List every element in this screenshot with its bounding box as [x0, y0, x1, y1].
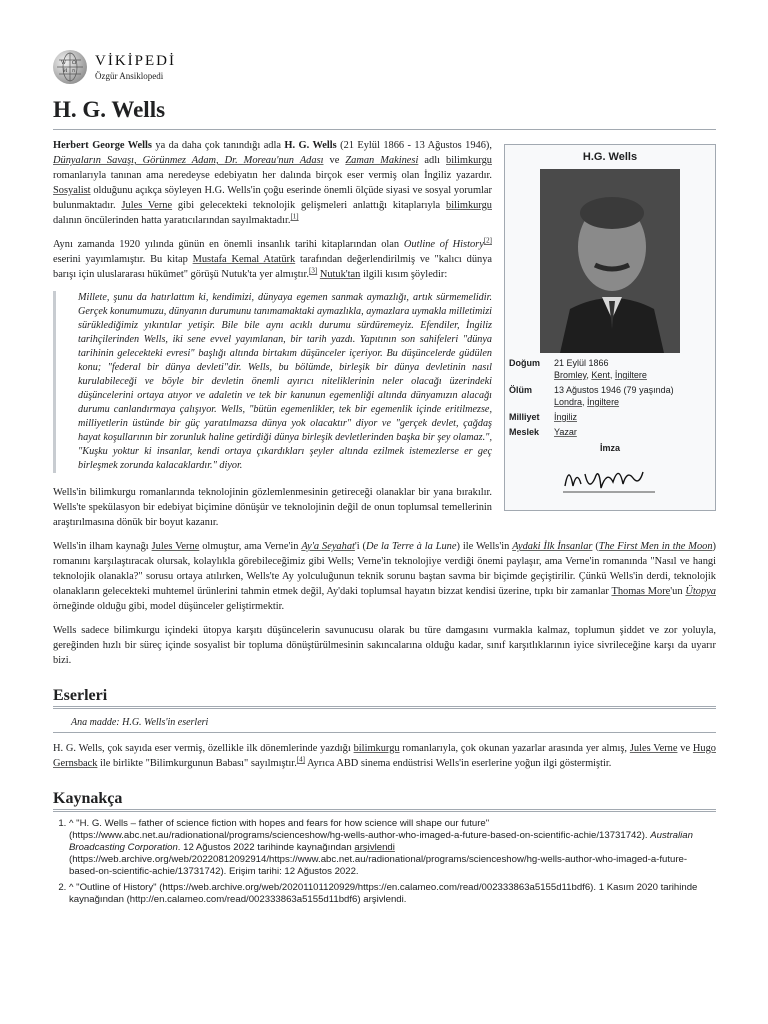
reference-item[interactable]: 2. ^ "Outline of History" (https://web.archive.org/web/20201101120929/https://en.calameo.com/read/002333863a5155d11bdf6). 1 Kasım 2020 tarihinde kaynağından (http://en.calameo.com/read/002333863a5155d11bdf6) arşivlendi. — [69, 882, 716, 906]
svg-text:И: И — [63, 68, 68, 74]
site-name: VİKİPEDİ — [95, 52, 176, 69]
link-yazar[interactable]: Yazar — [554, 427, 577, 437]
svg-text:Ω: Ω — [72, 60, 77, 66]
link-aydaki-ilk-insanlar[interactable]: Aydaki İlk İnsanlar — [512, 541, 593, 552]
link-ingiltere-2[interactable]: İngiltere — [587, 397, 620, 407]
infobox — [504, 144, 716, 511]
link-jules-verne-3[interactable]: Jules Verne — [629, 743, 678, 754]
link-zaman-makinesi[interactable]: Zaman Makinesi — [345, 155, 419, 166]
infobox-row-nationality: Milliyet İngiliz — [509, 412, 578, 422]
wikipedia-globe-icon — [53, 50, 87, 84]
link-ingiltere[interactable]: İngiltere — [614, 370, 647, 380]
link-works[interactable]: Dünyaların Savaşı, Görünmez Adam, Dr. Moreau'nun Adası — [53, 155, 324, 166]
link-kent[interactable]: Kent — [591, 370, 610, 380]
link-sosyalist[interactable]: Sosyalist — [53, 185, 91, 196]
link-first-men[interactable]: The First Men in the Moon — [598, 541, 713, 552]
section-heading-eserleri: Eserleri — [53, 688, 716, 709]
link-londra[interactable]: Londra — [554, 397, 583, 407]
link-bilimkurgu-2[interactable]: bilimkurgu — [446, 200, 492, 211]
page-title: H. G. Wells — [53, 95, 716, 130]
article-body — [53, 138, 716, 910]
intro-paragraph-1: Herbert George Wells ya da daha çok tanındığı adla H. G. Wells (21 Eylül 1866 - 13 Ağustos 1946), Dünyaların Savaşı, Görünmez Adam, Dr. Moreau'nun Adası ve Zaman Makinesi adlı bilimkurgu romanlarıyla tanınan ama neredeyse edebiyatın her dalında birçok eser vermiş olan İngiliz yazardır. Sosyalist olduğunu açıkça söyleyen H.G. Wells'in çoğu eserinde önemli ölçüde siyasi ve sosyal yorumlar bulunmaktadır. Jules Verne gibi gelecekteki teknolojik gelişmeleri anlattığı kitaplarıyla bilimkurgu dalının öncülerinden hatta yaratıcılarından sayılmaktadır.[1] — [53, 140, 492, 226]
link-ingiliz[interactable]: İngiliz — [554, 412, 578, 422]
site-logo[interactable] — [53, 48, 176, 86]
link-hugo-gernsback[interactable]: Hugo Gernsback — [53, 743, 716, 769]
link-aya-seyahat[interactable]: Ay'a Seyahat — [301, 541, 355, 552]
link-bilimkurgu[interactable]: bilimkurgu — [446, 155, 492, 166]
svg-text:W: W — [61, 60, 67, 66]
infobox-row-birth: Doğum 21 Eylül 1866 Bromley, Kent, İngiltere — [509, 358, 647, 380]
eserleri-paragraph: H. G. Wells, çok sayıda eser vermiş, özellikle ilk dönemlerinde yazdığı bilimkurgu romanlarıyla, çok okunan yazarlar arasında yer almış, Jules Verne ve Hugo Gernsback ile birlikte "Bilimkurgunun Babası" sayılmıştır.[4] Ayrıca ABD sinema endüstrisi Wells'in eserlerine yoğun ilgi göstermiştir. — [53, 743, 716, 769]
portrait-photo[interactable] — [540, 169, 680, 353]
infobox-row-occupation: Meslek Yazar — [509, 427, 577, 437]
link-jules-verne[interactable]: Jules Verne — [121, 200, 173, 211]
reference-item[interactable]: 1. ^ "H. G. Wells – father of science fiction with hopes and fears for how science will shape our future" (https://www.abc.net.au/radionational/programs/scienceshow/hg-wells-author-who-imaged-a-future-based-on-scientific-achie/13731742). Australian Broadcasting Corporation. 12 Ağustos 2022 tarihinde kaynağından arşivlendi (https://web.archive.org/web/20220812092914/https://www.abc.net.au/radionational/programs/scienceshow/hg-wells-author-who-imaged-a-future-based-on-scientific-achie/13731742). Erişim tarihi: 12 Ağustos 2022. — [69, 818, 716, 878]
ref-4[interactable]: [4] — [296, 755, 305, 764]
site-tagline: Özgür Ansiklopedi — [95, 70, 164, 81]
body-paragraph-4: Wells'in ilham kaynağı Jules Verne olmuştur, ama Verne'in Ay'a Seyahat'i (De la Terre à la Lune) ile Wells'in Aydaki İlk İnsanlar (The First Men in the Moon) romanını karşılaştıracak olursak, kolaylıkla görebileceğimiz gibi Wells; Verne'in teknolojiye verdiği önemi paylaşır, ama Verne'in romanında "Nasıl ve hangi teknolojik olanakla?" sorusu ortaya atılırken, Wells'te Ay yolculuğunun teknik sorunu baştan savma bir biçimde geçiştirilir. Çünkü Wells'in derdi, teknolojik olanakların gelecekteki muhtemel ürünlerini tahmin etmek değil, Ay'daki toplumsal hayatın bizzat kendisi üzerine, tıpkı bir zamanlar Thomas More'un Ütopya örneğinde olduğu gibi, model düşünceler geliştirmektir. — [53, 541, 716, 612]
hatnote[interactable]: Ana madde: H.G. Wells'in eserleri — [53, 715, 716, 733]
link-jules-verne-2[interactable]: Jules Verne — [151, 541, 200, 552]
ref-3[interactable]: [3] — [309, 266, 318, 275]
body-paragraph-5: Wells sadece bilimkurgu içindeki ütopya karşıtı düşüncelerin savunucusu olarak bu türe damgasını vurmakla kalmaz, toplumun şiddet ve zor yoluyla, gereğinden hızlı bir süreç içinde sosyalist bir topluma dönüştürülmesinin sakıncalarına olduğu kadar, sınıf karşıtlıklarının iyice sivrileceğine karşı da uyarır bizi. — [53, 625, 716, 666]
ref-1[interactable]: [1] — [290, 212, 299, 221]
ref-2[interactable]: [2] — [483, 236, 492, 245]
section-heading-kaynakca: Kaynakça — [53, 791, 716, 812]
link-bromley[interactable]: Bromley — [554, 370, 587, 380]
body-paragraph-3: Wells'in bilimkurgu romanlarında teknolojinin gözlemlenmesinin getireceği olanaklar bir yana bırakılır. Wells'te spekülasyon bir edebiyat biçimine dönüşür ve teknolojinin değil de onun toplumsal temellerinin araştırılmasına dönük bir boyut kazanır. — [53, 487, 492, 528]
link-utopya[interactable]: Ütopya — [685, 586, 716, 597]
signature-image[interactable] — [509, 454, 711, 504]
link-thomas-more[interactable]: Thomas More — [611, 586, 671, 597]
reference-list — [53, 818, 716, 906]
nutuk-quote: Millete, şunu da hatırlattım ki, kendimizi, dünyaya egemen sanmak aymazlığı, artık sürmemelidir. Gerçek konumumuzu, dünyanın durumunu tanımamaktaki aymazlıkla, aymazlara uymakla milletimizi sürüklediğimiz yıkıntılar yetişir. Bile bile aynı acıklı durumu sürdüremeyiz. Efendiler, İngiliz tarihçilerinden Wells, iki sene evvel yayımlanan, bir tarih yazdı. Yapıtının son sahifeleri "dünya tarihinin gelecekteki evresi" başlığı altında birtakım düşünceler içeriyor. Bu düşüncelerde güdülen konu; "federal bir dünya devleti"dir. Wells, bu bölümde, birleşik bir dünya devletinin nasıl kurulabileceği ve böyle bir devletin önemli ayırıcı niteliklerinin neler olacağı üzerindeki düşüncelerini ortaya atıyor ve adaletin ve tek bir kanunun egemenliği altında dünyamızın alacağı durumu canlandırmaya çalışıyor. Wells, "bütün egemenlikler, tek bir egemenlik içinde eritilmezse, milliyetlerin üstünde bir güç yaratılmazsa dünya yok olacaktır" diyor ve "gerçek devlet, çağdaş hayat koşullarının bir zorunluk haline getirdiği dünya birleşik devletlerinden başka bir şey olamaz.", "Kuşku yoktur ki insanlar, kendi ortaya çıkardıkları şeyler altında ezilmek istemezlerse er geç birleşmek zorunda kalacaklardır." diyor. — [53, 291, 716, 473]
link-bilimkurgu-3[interactable]: bilimkurgu — [353, 743, 400, 754]
infobox-title: H.G. Wells — [582, 151, 638, 163]
signature-label: İmza — [599, 443, 620, 453]
link-ataturk[interactable]: Mustafa Kemal Atatürk — [192, 254, 296, 265]
svg-text:ก: ก — [72, 68, 76, 74]
infobox-row-death: Ölüm 13 Ağustos 1946 (79 yaşında) Londra, İngiltere — [509, 385, 674, 407]
intro-paragraph-2: Aynı zamanda 1920 yılında günün en önemli insanlık tarihi kitaplarından olan Outline of History[2] eserini yayımlamıştır. Bu kitap Mustafa Kemal Atatürk tarafından değerlendirilmiş ve "kalıcı dünya barışı için uluslararası hükûmet" görüşü Nutuk'ta yer almıştır.[3] Nutuk'tan ilgili kısım şöyledir: — [53, 236, 493, 280]
link-nutuk[interactable]: Nutuk'tan — [319, 269, 361, 280]
